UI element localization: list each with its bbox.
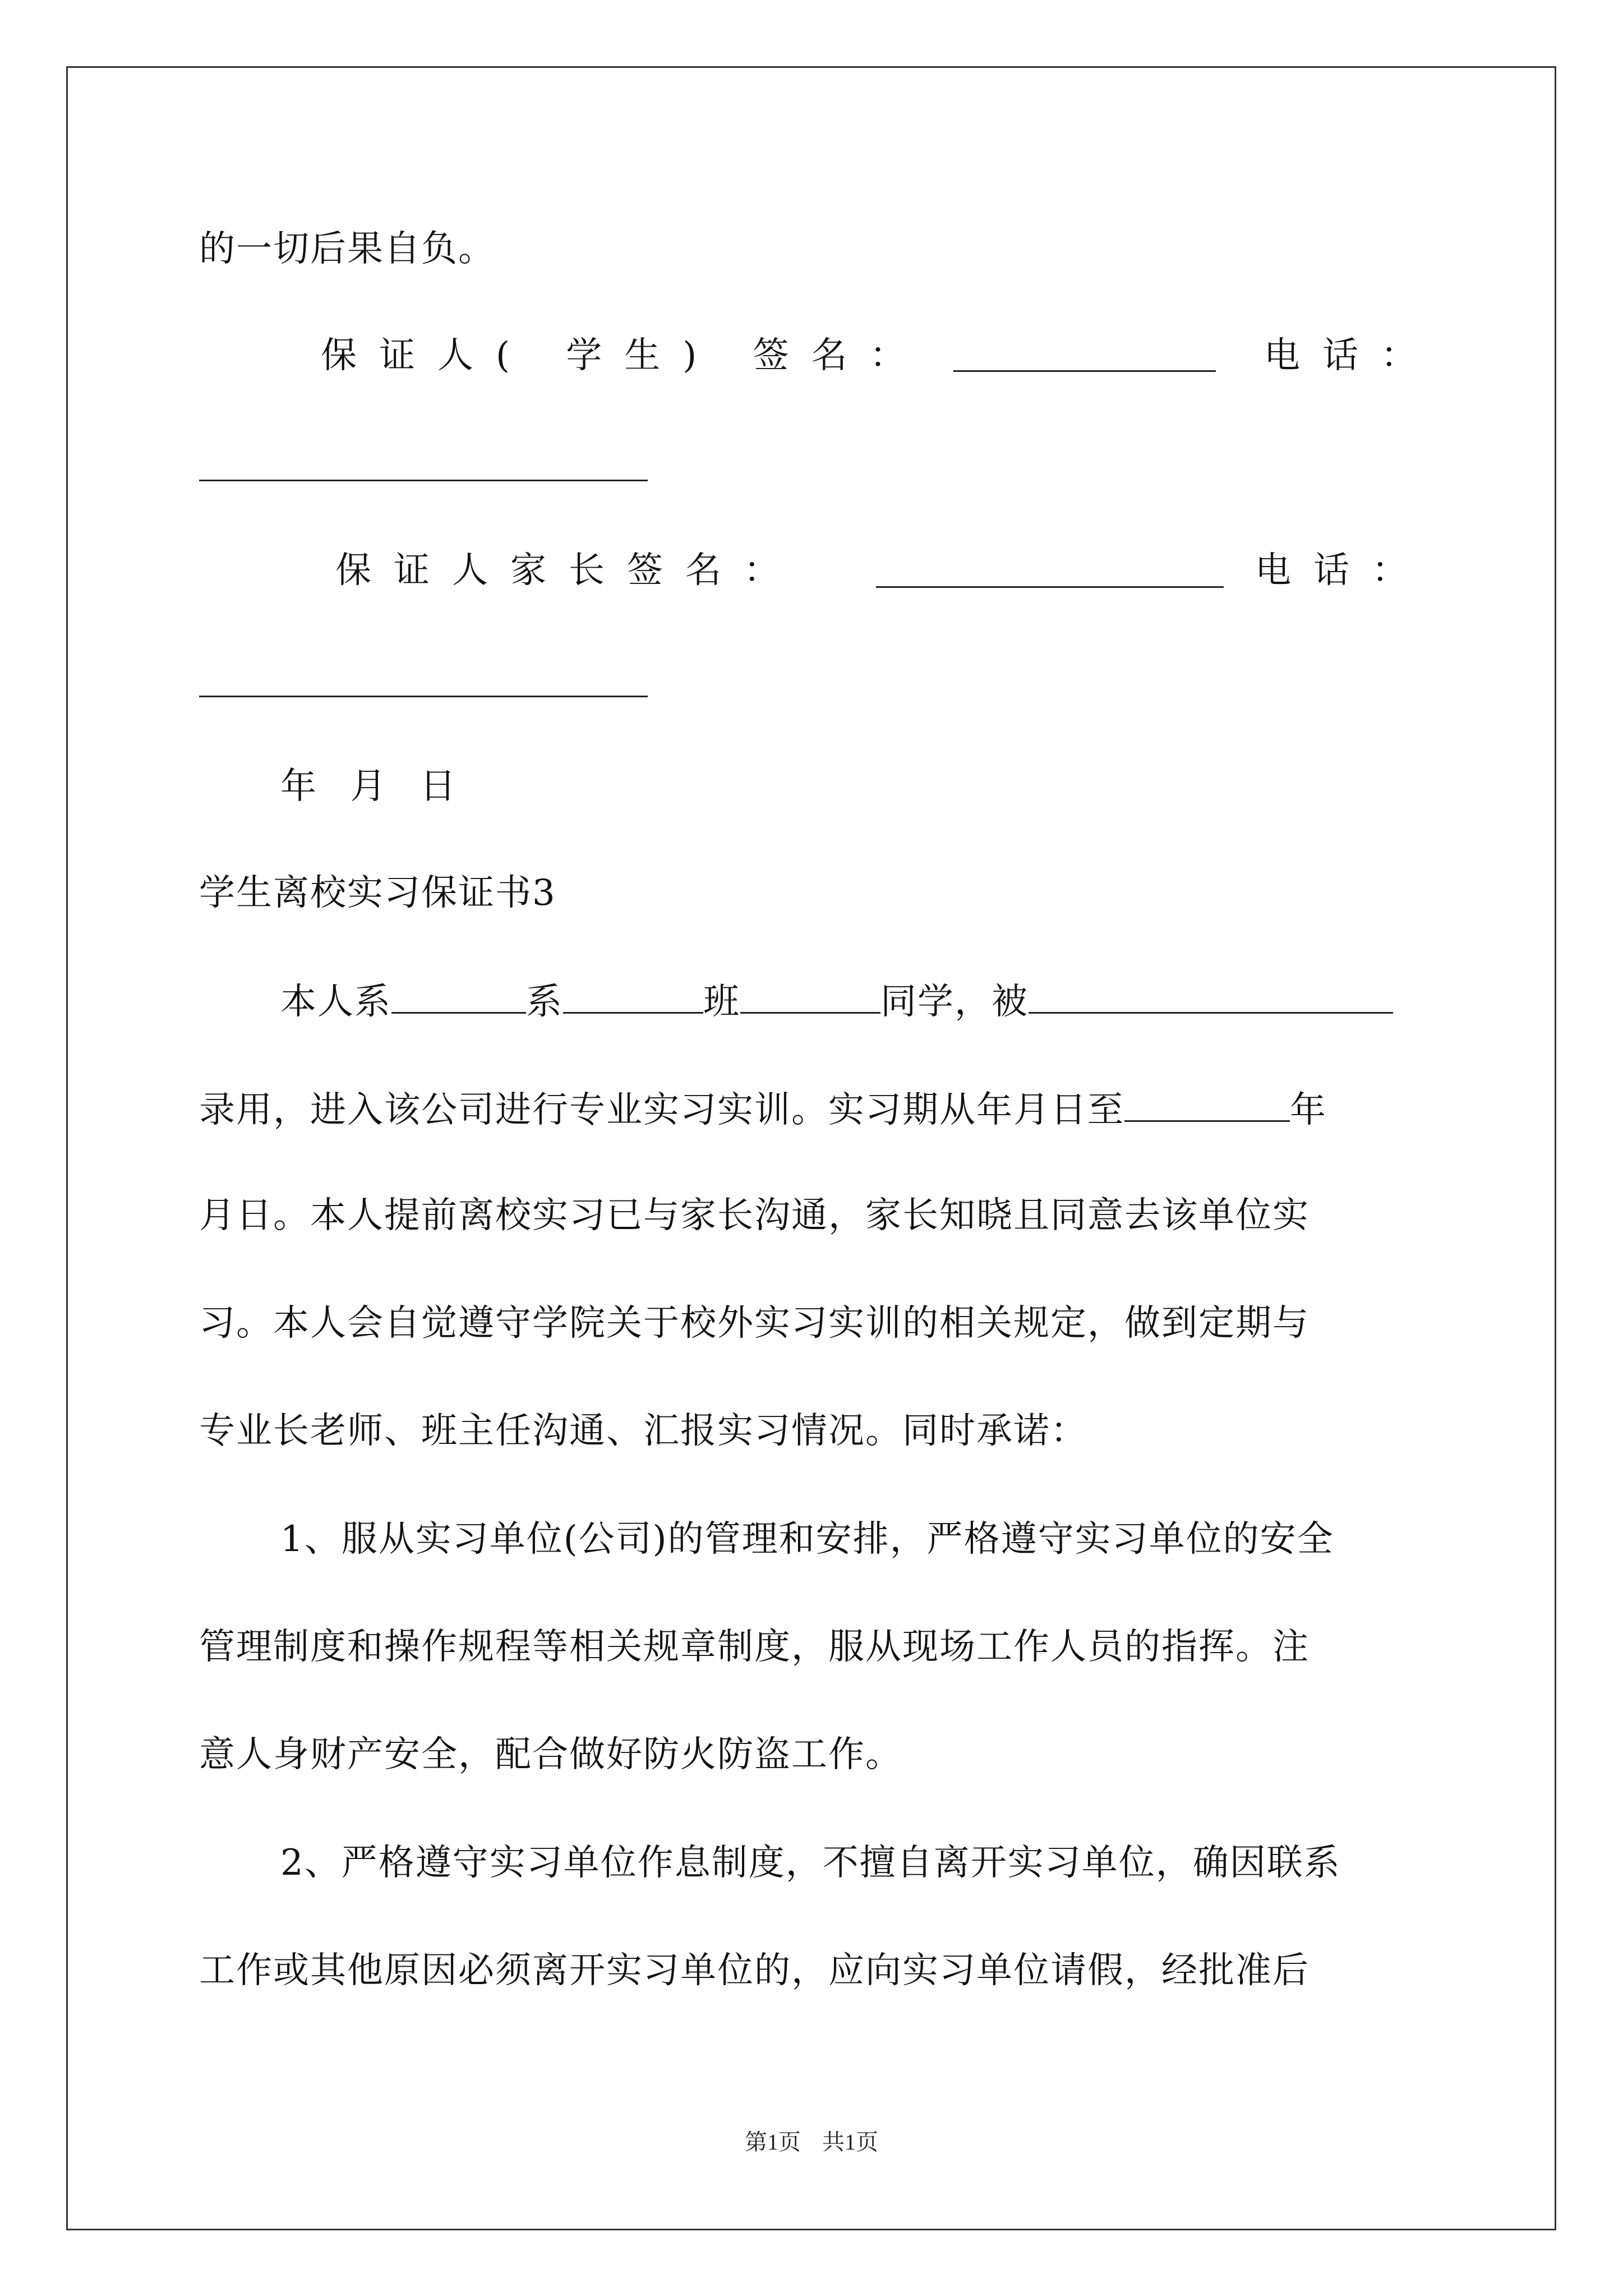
department-field[interactable] (391, 982, 526, 1014)
paragraph-line: 录用，进入该公司进行专业实习实训。实习期从年月日至 年 (199, 1089, 1327, 1131)
class-field[interactable] (563, 982, 703, 1014)
student-name-field[interactable] (740, 982, 880, 1014)
text-line: 的一切后果自负。 (199, 228, 495, 270)
student-signature-field[interactable] (953, 370, 1216, 372)
parent-phone-label: 电话： (1255, 550, 1430, 591)
page-footer (0, 2124, 1623, 2156)
paragraph-line: 工作或其他原因必须离开实习单位的，应向实习单位请假，经批准后 (199, 1950, 1310, 1991)
page-border (66, 66, 1556, 2230)
paragraph-line: 专业长老师、班主任沟通、汇报实习情况。同时承诺： (199, 1410, 1087, 1452)
paragraph-line: 月日。本人提前离校实习已与家长沟通，家长知晓且同意去该单位实 (199, 1195, 1310, 1236)
paragraph-line: 本人系 系 班 同学，被 (280, 982, 1393, 1020)
paragraph-line: 2、严格遵守实习单位作息制度，不擅自离开实习单位，确因联系 (280, 1842, 1341, 1884)
company-field[interactable] (1029, 982, 1393, 1014)
page-total: 共1页 (822, 2129, 878, 2155)
end-date-field[interactable] (1124, 1090, 1290, 1122)
paragraph-line: 1、服从实习单位(公司)的管理和安排，严格遵守实习单位的安全 (280, 1519, 1334, 1560)
paragraph-line: 习。本人会自觉遵守学院关于校外实习实训的相关规定，做到定期与 (199, 1303, 1310, 1344)
parent-phone-field[interactable] (199, 696, 648, 697)
page-number: 第1页 (745, 2129, 801, 2155)
paragraph-line: 管理制度和操作规程等相关规章制度，服从现场工作人员的指挥。注 (199, 1626, 1310, 1668)
student-signature-label: 保证人( 学生) 签名： (321, 335, 928, 376)
parent-signature-field[interactable] (876, 586, 1224, 588)
paragraph-line: 意人身财产安全，配合做好防火防盗工作。 (199, 1734, 902, 1775)
date-line: 年 月 日 (280, 766, 467, 807)
student-phone-label: 电话： (1264, 335, 1439, 376)
section-heading: 学生离校实习保证书3 (199, 872, 556, 914)
student-phone-field[interactable] (199, 480, 648, 481)
parent-signature-label: 保证人家长签名： (335, 550, 802, 591)
